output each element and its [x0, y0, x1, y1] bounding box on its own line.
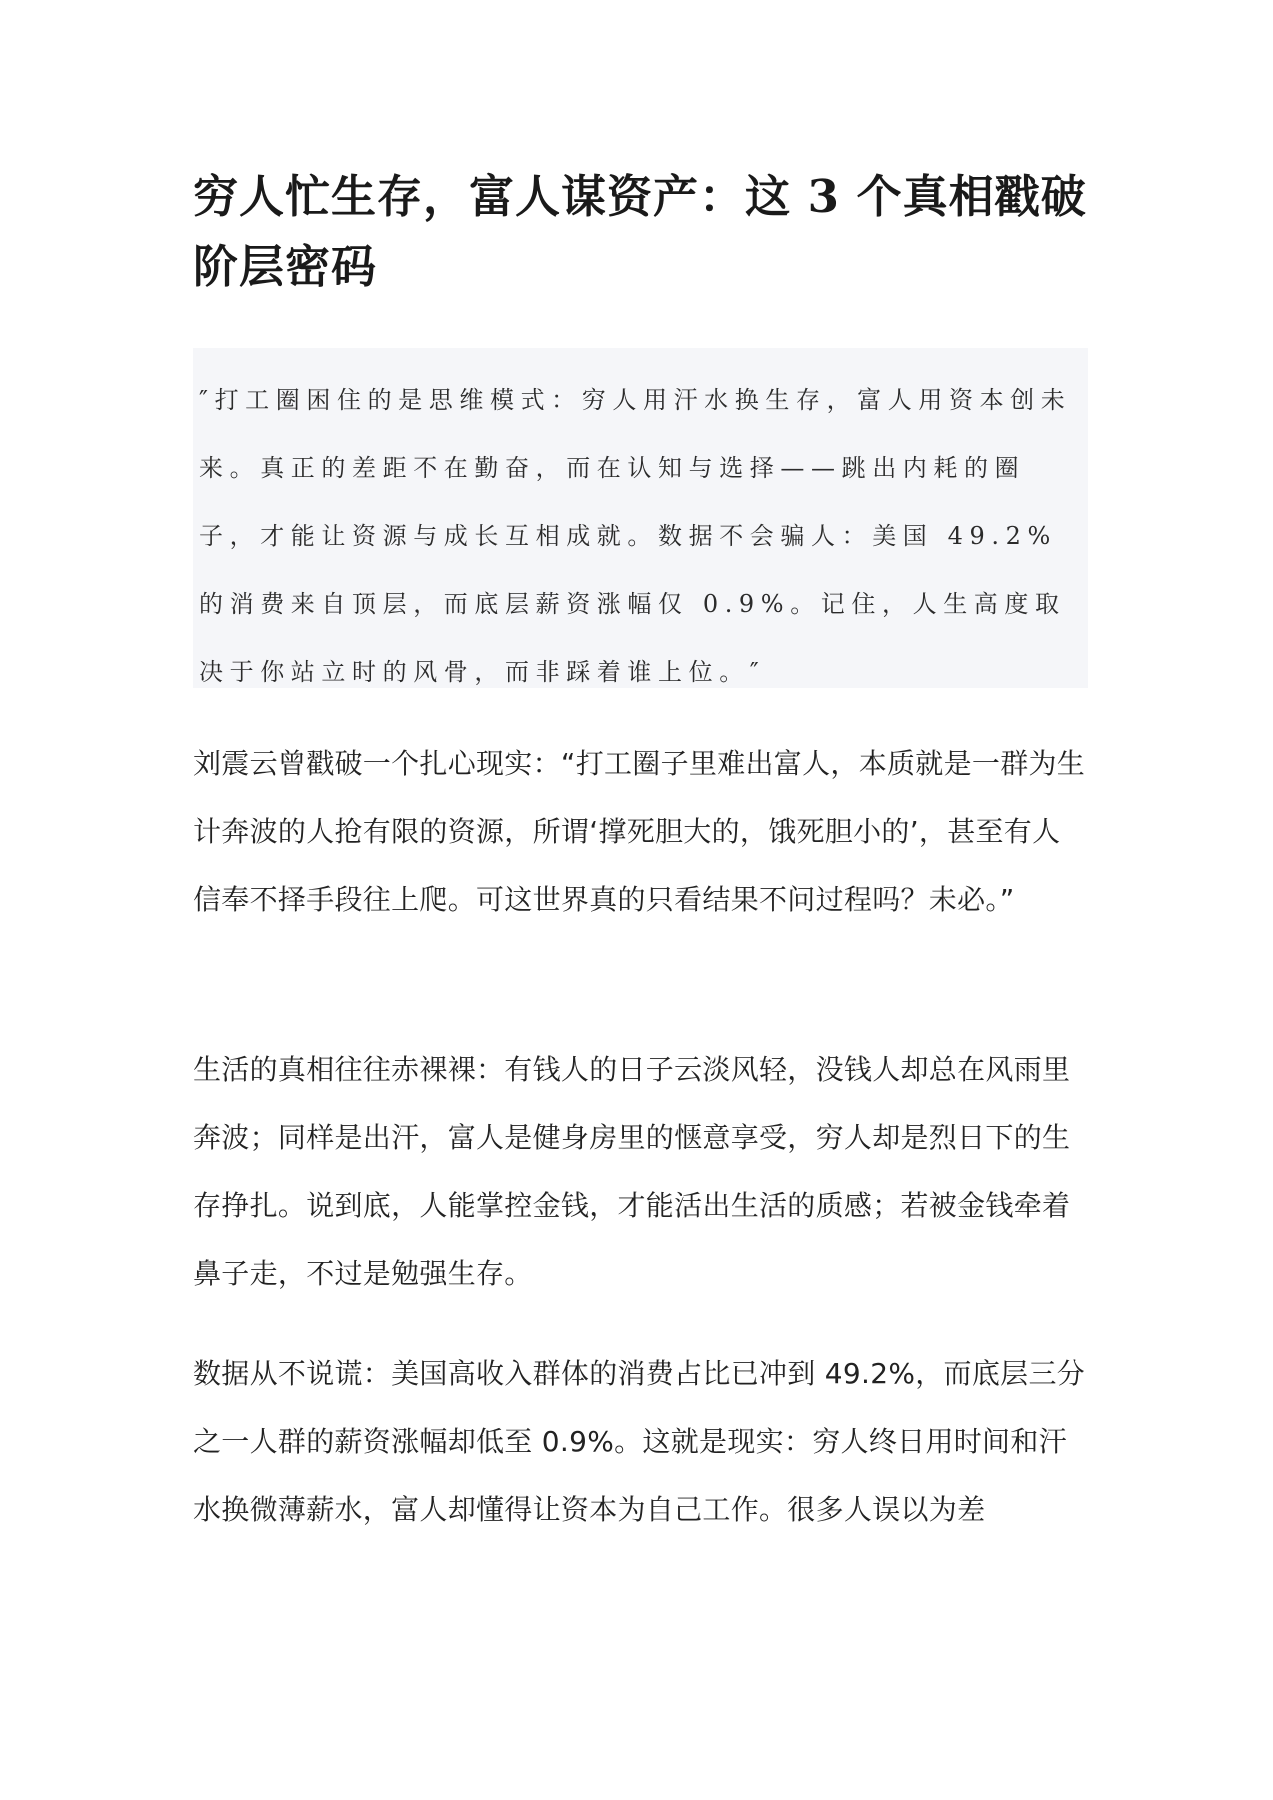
quote-text: ″打工圈困住的是思维模式：穷人用汗水换生存，富人用资本创未来。真正的差距不在勤奋，而在认知与选择——跳出内耗的圈子，才能让资源与成长互相成就。数据不会骗人：美国 49.2%的消费来自顶层，而底层薪资涨幅仅 0.9%。记住，人生高度取决于你站立时的风骨，而非踩着谁上位。″ — [199, 386, 1072, 686]
body-paragraph-1: 刘震云曾戳破一个扎心现实：“打工圈子里难出富人，本质就是一群为生计奔波的人抢有限的资源，所谓‘撑死胆大的，饿死胆小的’，甚至有人信奉不择手段往上爬。可这世界真的只看结果不问过程吗？未必。” — [193, 747, 1086, 916]
quote-block — [193, 348, 1088, 688]
article-title: 穷人忙生存，富人谋资产：这 3 个真相戳破阶层密码 — [193, 170, 1087, 293]
body-paragraph-3: 数据从不说谎：美国高收入群体的消费占比已冲到 49.2%，而底层三分之一人群的薪资涨幅却低至 0.9%。这就是现实：穷人终日用时间和汗水换微薄薪水，富人却懂得让资本为自己工作。很多人误以为差 — [193, 1357, 1086, 1526]
body-paragraph-2: 生活的真相往往赤裸裸：有钱人的日子云淡风轻，没钱人却总在风雨里奔波；同样是出汗，富人是健身房里的惬意享受，穷人却是烈日下的生存挣扎。说到底，人能掌控金钱，才能活出生活的质感；若被金钱牵着鼻子走，不过是勉强生存。 — [193, 1053, 1071, 1290]
